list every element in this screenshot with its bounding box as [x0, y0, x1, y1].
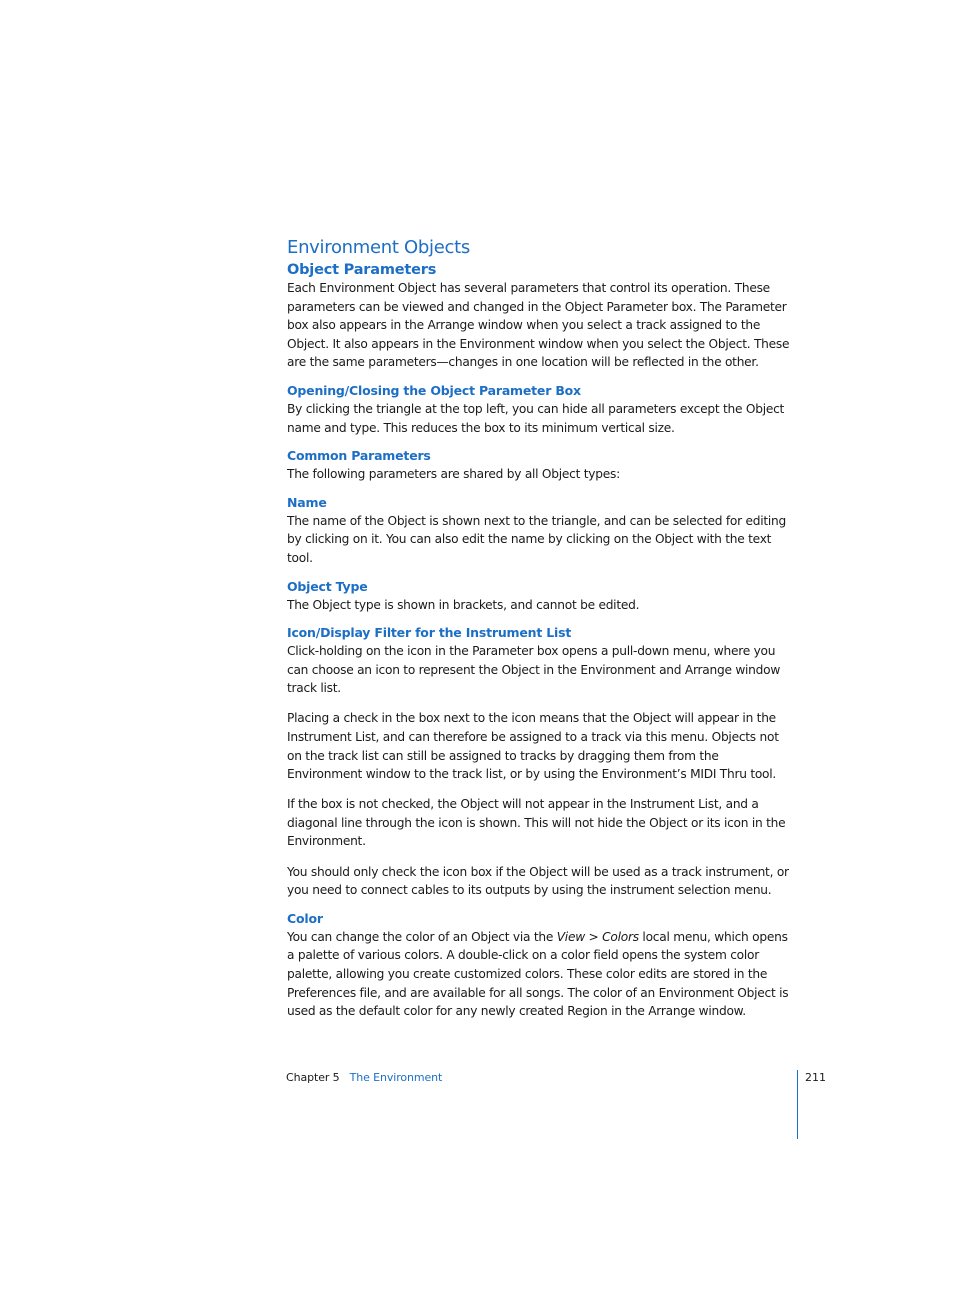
menu-colors: Colors — [602, 929, 639, 944]
color-text-after: local menu, which opens a palette of various colors. A double-click on a color field opens the system color palette, allowing you create customized colors. These color edits are stored in the Preferences file, and are available for all songs. The color of an Environment Object is used as the default color for any newly created Region in the Arrange window. — [287, 929, 789, 1019]
footer-chapter: Chapter 5 — [286, 1071, 340, 1084]
object-type-paragraph: The Object type is shown in brackets, and cannot be edited. — [287, 597, 640, 612]
subheading-color: Color — [287, 910, 323, 926]
icon-filter-paragraph-3: If the box is not checked, the Object will not appear in the Instrument List, and a diagonal line through the icon is shown. This will not hide the Object or its icon in the Environment. — [287, 797, 786, 849]
icon-filter-paragraph-1: Click-holding on the icon in the Parameter box opens a pull-down menu, where you can choose an icon to represent the Object in the Environment and Arrange window track list. — [287, 644, 781, 696]
page-content — [287, 236, 795, 1021]
name-paragraph: The name of the Object is shown next to the triangle, and can be selected for editing by clicking on it. You can also edit the name by clicking on the Object with the text tool. — [287, 513, 786, 565]
footer-chapter-title: The Environment — [349, 1071, 443, 1084]
menu-view: View — [556, 929, 585, 944]
icon-filter-paragraph-4: You should only check the icon box if the Object will be used as a track instrument, or you need to connect cables to its outputs by using the instrument selection menu. — [287, 864, 789, 898]
icon-filter-paragraph-2: Placing a check in the box next to the icon means that the Object will appear in the Instrument List, and can therefore be assigned to a track via this menu. Objects not on the track list can still be assigned to tracks by dragging them from the Environment window to the track list, or by using the Environment’s MIDI Thru tool. — [287, 711, 779, 782]
opening-paragraph: By clicking the triangle at the top left, you can hide all parameters except the Object name and type. This reduces the box to its minimum vertical size. — [287, 401, 785, 435]
color-text-before: You can change the color of an Object via the — [287, 929, 557, 944]
intro-paragraph: Each Environment Object has several parameters that control its operation. These parameters can be viewed and changed in the Object Parameter box. The Parameter box also appears in the Arrange window when you select a track assigned to the Object. It also appears in the Environment window when you select the Object. These are the same parameters—changes in one location will be reflected in the other. — [287, 281, 790, 370]
section-heading: Object Parameters — [287, 262, 437, 278]
common-paragraph: The following parameters are shared by all Object types: — [287, 467, 620, 482]
subheading-opening-closing: Opening/Closing the Object Parameter Box — [287, 382, 581, 398]
page-title: Environment Objects — [287, 237, 470, 258]
page-footer — [286, 1070, 442, 1086]
subheading-common-parameters: Common Parameters — [287, 448, 431, 464]
menu-separator: > — [584, 929, 603, 944]
page-number: 211 — [805, 1071, 826, 1084]
subheading-name: Name — [287, 494, 327, 510]
subheading-object-type: Object Type — [287, 578, 368, 594]
footer-divider — [797, 1070, 798, 1139]
color-paragraph — [287, 928, 795, 1021]
subheading-icon-filter: Icon/Display Filter for the Instrument List — [287, 625, 572, 641]
